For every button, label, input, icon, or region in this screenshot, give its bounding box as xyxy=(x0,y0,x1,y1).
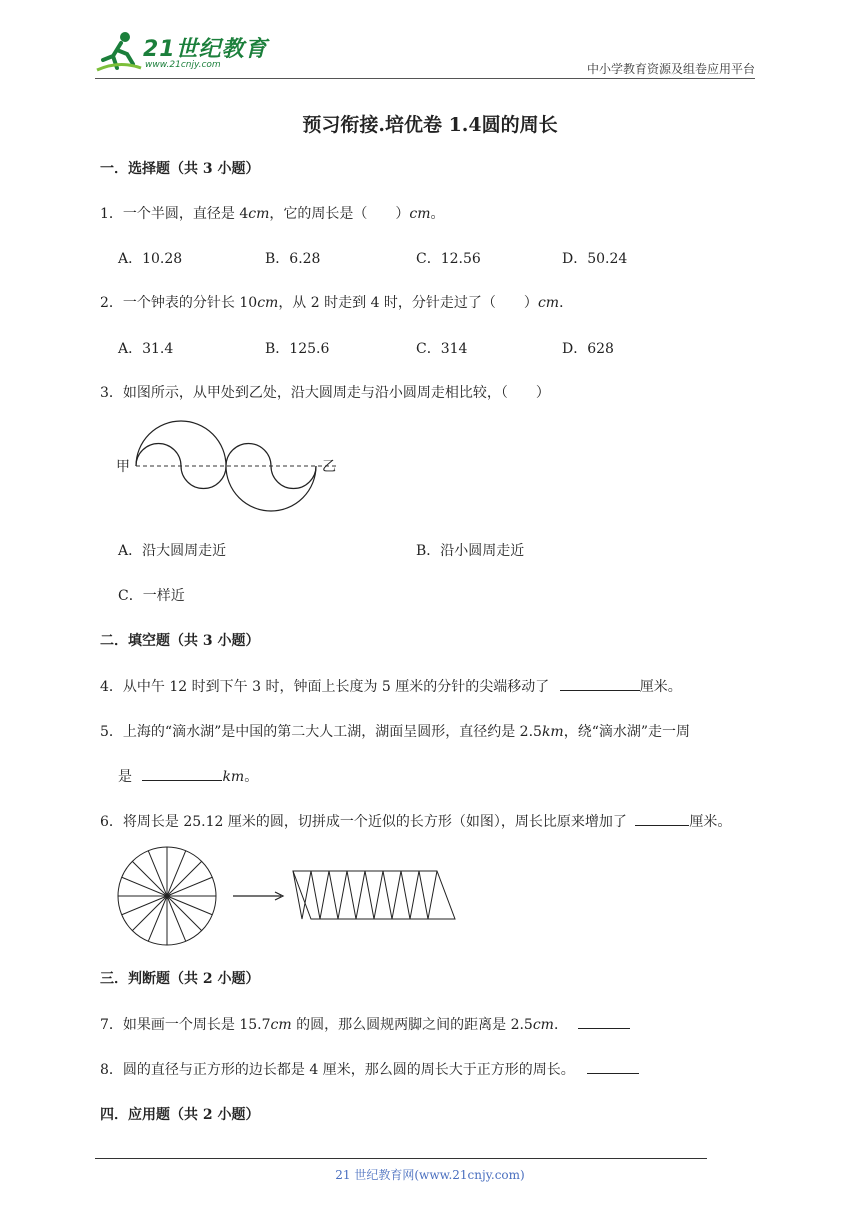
sector-line xyxy=(132,896,167,931)
section-title-application: 四．应用题（共 2 小题） xyxy=(100,1107,260,1123)
question-2: 2．一个钟表的分针长 10cm，从 2 时走到 4 时，分针走过了（ ）cm． xyxy=(100,295,574,311)
question-3: 3．如图所示，从甲处到乙处，沿大圆周走与沿小圆周走相比较，（ ） xyxy=(100,385,550,401)
logo-url: www.21cnjy.com xyxy=(145,60,221,70)
sector-line xyxy=(167,896,202,931)
footer-divider xyxy=(95,1158,707,1159)
q2-option-b[interactable]: B．125.6 xyxy=(265,341,330,357)
circle-path-figure xyxy=(116,418,346,518)
question-number: 1． xyxy=(100,206,123,222)
header-platform-text: 中小学教育资源及组卷应用平台 xyxy=(586,62,755,76)
label-end: 乙 xyxy=(322,459,336,475)
question-number: 6． xyxy=(100,814,123,830)
section-title-choice: 一．选择题（共 3 小题） xyxy=(100,161,260,177)
footer-text[interactable]: 21 世纪教育网(www.21cnjy.com) xyxy=(335,1168,525,1182)
section-title-judge: 三．判断题（共 2 小题） xyxy=(100,971,260,987)
answer-blank[interactable] xyxy=(142,766,222,781)
answer-blank[interactable] xyxy=(560,676,640,691)
q3-option-c[interactable]: C．一样近 xyxy=(118,588,185,604)
question-number: 3． xyxy=(100,385,123,401)
runner-icon xyxy=(95,30,143,74)
sector-line xyxy=(167,861,202,896)
wave-diagram xyxy=(116,418,346,518)
question-5-line-1: 5．上海的“滴水湖”是中国的第二大人工湖，湖面呈圆形，直径约是 2.5km，绕“滴水湖”走一周 xyxy=(100,724,691,740)
q1-option-a[interactable]: A．10.28 xyxy=(118,251,183,267)
question-number: 8． xyxy=(100,1062,123,1078)
sector-line xyxy=(132,861,167,896)
answer-blank[interactable] xyxy=(635,811,689,826)
zigzag-lines xyxy=(293,871,437,919)
question-8: 8．圆的直径与正方形的边长都是 4 厘米，那么圆的周长大于正方形的周长。 xyxy=(100,1059,639,1079)
label-start: 甲 xyxy=(116,459,130,475)
q1-option-c[interactable]: C．12.56 xyxy=(416,251,481,267)
q3-option-a[interactable]: A．沿大圆周走近 xyxy=(118,543,227,559)
question-number: 2． xyxy=(100,295,123,311)
q1-option-d[interactable]: D．50.24 xyxy=(562,251,628,267)
q1-option-b[interactable]: B．6.28 xyxy=(265,251,321,267)
question-4: 4．从中午 12 时到下午 3 时，钟面上长度为 5 厘米的分针的尖端移动了 厘米。 xyxy=(100,676,682,696)
answer-blank[interactable] xyxy=(578,1014,630,1029)
answer-blank[interactable] xyxy=(587,1059,639,1074)
question-number: 7． xyxy=(100,1017,123,1033)
page-title: 预习衔接.培优卷 1.4圆的周长 xyxy=(302,114,558,136)
q2-option-c[interactable]: C．314 xyxy=(416,341,468,357)
sector-diagram xyxy=(115,845,465,947)
question-number: 4． xyxy=(100,679,123,695)
site-logo xyxy=(95,30,268,80)
logo-text: 21世纪教育 xyxy=(143,37,268,62)
question-7: 7．如果画一个周长是 15.7cm 的圆，那么圆规两脚之间的距离是 2.5cm． xyxy=(100,1014,630,1034)
header-divider xyxy=(95,78,755,79)
q2-option-a[interactable]: A．31.4 xyxy=(118,341,174,357)
question-5-line-2: 是 km。 xyxy=(118,766,258,786)
question-6: 6．将周长是 25.12 厘米的圆，切拼成一个近似的长方形（如图），周长比原来增加了 厘米。 xyxy=(100,811,731,831)
circle-to-rectangle-figure xyxy=(115,845,465,947)
section-title-fill: 二．填空题（共 3 小题） xyxy=(100,633,260,649)
q3-option-b[interactable]: B．沿小圆周走近 xyxy=(416,543,525,559)
question-number: 5． xyxy=(100,724,123,740)
question-1: 1．一个半圆，直径是 4cm，它的周长是（ ）cm。 xyxy=(100,206,445,222)
q2-option-d[interactable]: D．628 xyxy=(562,341,614,357)
